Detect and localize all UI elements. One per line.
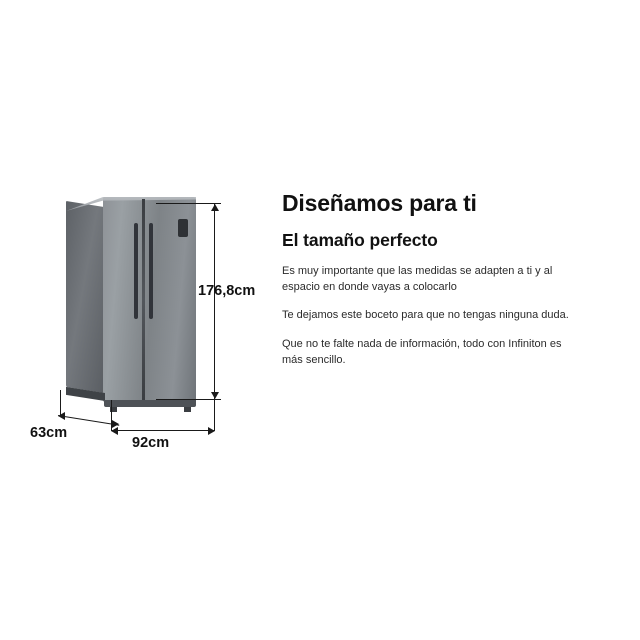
refrigerator-side-panel bbox=[66, 201, 104, 393]
refrigerator-illustration bbox=[66, 197, 196, 402]
refrigerator-left-door-handle bbox=[134, 223, 138, 319]
height-arrow-down-icon bbox=[211, 392, 219, 399]
refrigerator-display-panel bbox=[178, 219, 188, 237]
height-leader-bottom bbox=[156, 399, 214, 400]
body-paragraph-1: Es muy importante que las medidas se adapten a ti y al espacio en donde vayas a colocarlo bbox=[282, 264, 553, 293]
refrigerator-base bbox=[104, 400, 196, 407]
product-dimension-illustration bbox=[28, 185, 258, 455]
depth-arrow-left-icon bbox=[58, 412, 65, 420]
depth-arrow-right-icon bbox=[112, 420, 119, 428]
refrigerator-door-seam bbox=[142, 199, 145, 400]
refrigerator-foot-right bbox=[184, 407, 191, 412]
height-dimension-line bbox=[214, 203, 215, 399]
height-dimension-label: 176,8cm bbox=[198, 283, 256, 299]
width-tick-right bbox=[214, 400, 215, 430]
height-arrow-up-icon bbox=[211, 204, 219, 211]
depth-dimension-label: 63cm bbox=[30, 425, 68, 441]
body-paragraph-3: Que no te falte nada de información, todo con Infiniton es más sencillo. bbox=[282, 338, 562, 367]
page-title: Diseñamos para ti bbox=[282, 190, 477, 216]
page-subtitle: El tamaño perfecto bbox=[282, 230, 438, 251]
width-arrow-right-icon bbox=[208, 427, 215, 435]
width-arrow-left-icon bbox=[111, 427, 118, 435]
height-leader-top bbox=[156, 203, 214, 204]
refrigerator-right-door-handle bbox=[149, 223, 153, 319]
body-paragraph-2: Te dejamos este boceto para que no tengas ninguna duda. bbox=[282, 309, 569, 322]
width-dimension-line bbox=[111, 430, 215, 431]
copy-block bbox=[282, 190, 592, 369]
width-dimension-label: 92cm bbox=[132, 435, 170, 451]
